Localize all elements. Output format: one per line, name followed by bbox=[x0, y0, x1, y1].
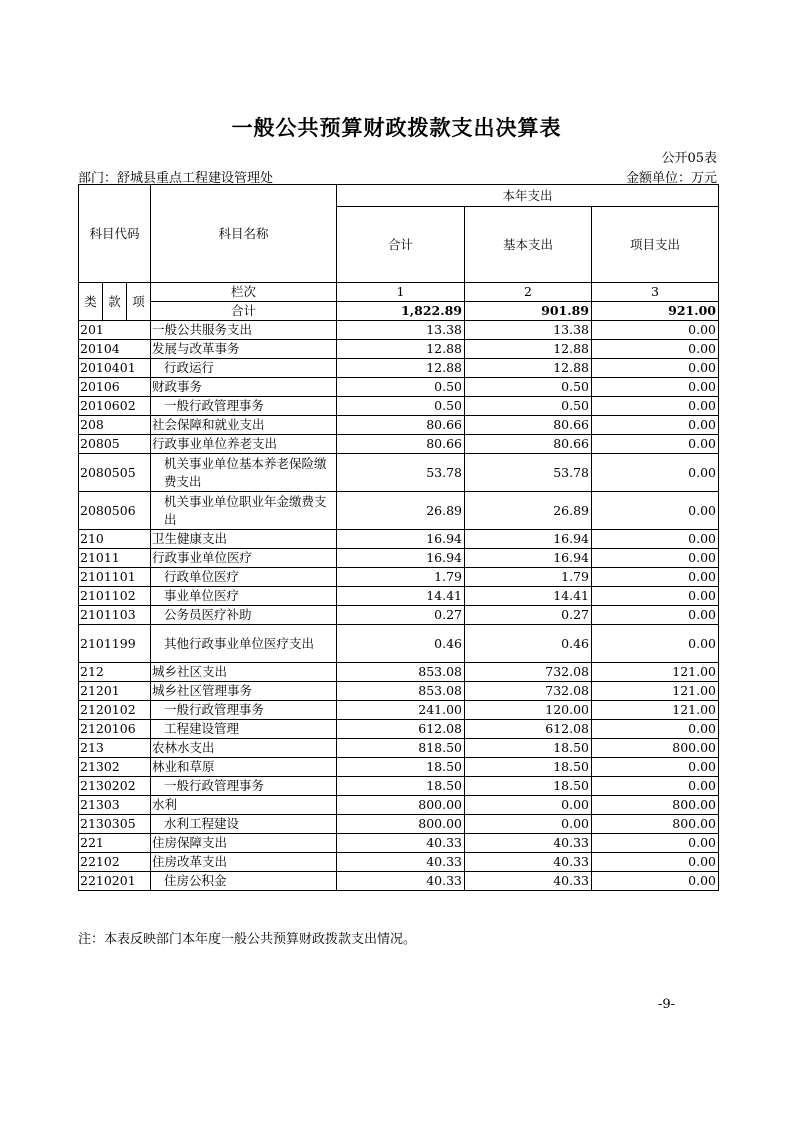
total-row-project: 921.00 bbox=[592, 302, 719, 321]
row-total: 0.46 bbox=[337, 625, 465, 663]
row-total: 800.00 bbox=[337, 796, 465, 815]
header-project: 项目支出 bbox=[592, 207, 719, 283]
row-code: 221 bbox=[79, 834, 151, 853]
row-total: 40.33 bbox=[337, 872, 465, 891]
footnote: 注：本表反映部门本年度一般公共预算财政拨款支出情况。 bbox=[78, 932, 417, 947]
row-basic: 40.33 bbox=[465, 853, 592, 872]
row-basic: 18.50 bbox=[465, 739, 592, 758]
row-project: 0.00 bbox=[592, 492, 719, 530]
row-name: 水利工程建设 bbox=[151, 815, 337, 834]
row-name: 行政单位医疗 bbox=[151, 568, 337, 587]
row-project: 800.00 bbox=[592, 739, 719, 758]
table-row bbox=[79, 701, 719, 720]
row-name: 水利 bbox=[151, 796, 337, 815]
row-total: 40.33 bbox=[337, 853, 465, 872]
row-code: 22102 bbox=[79, 853, 151, 872]
row-total: 800.00 bbox=[337, 815, 465, 834]
row-total: 53.78 bbox=[337, 454, 465, 492]
header-xiang: 项 bbox=[127, 283, 151, 321]
unit-label: 金额单位：万元 bbox=[625, 171, 717, 186]
row-total: 18.50 bbox=[337, 777, 465, 796]
total-row-label: 合计 bbox=[151, 302, 337, 321]
row-code: 2210201 bbox=[79, 872, 151, 891]
row-name: 公务员医疗补助 bbox=[151, 606, 337, 625]
header-code: 科目代码 bbox=[79, 185, 151, 283]
row-total: 818.50 bbox=[337, 739, 465, 758]
table-row bbox=[79, 340, 719, 359]
header-col1: 1 bbox=[337, 283, 465, 302]
row-basic: 40.33 bbox=[465, 872, 592, 891]
row-name: 一般行政管理事务 bbox=[151, 701, 337, 720]
table-row bbox=[79, 568, 719, 587]
row-basic: 0.27 bbox=[465, 606, 592, 625]
row-name: 机关事业单位职业年金缴费支出 bbox=[151, 492, 337, 530]
table-row bbox=[79, 549, 719, 568]
row-code: 2130305 bbox=[79, 815, 151, 834]
row-code: 208 bbox=[79, 416, 151, 435]
row-code: 2101102 bbox=[79, 587, 151, 606]
row-project: 0.00 bbox=[592, 340, 719, 359]
header-column-index: 栏次 bbox=[151, 283, 337, 302]
row-project: 800.00 bbox=[592, 815, 719, 834]
row-name: 林业和草原 bbox=[151, 758, 337, 777]
row-project: 0.00 bbox=[592, 359, 719, 378]
header-name: 科目名称 bbox=[151, 185, 337, 283]
row-basic: 80.66 bbox=[465, 416, 592, 435]
row-code: 2010602 bbox=[79, 397, 151, 416]
row-total: 14.41 bbox=[337, 587, 465, 606]
table-row bbox=[79, 663, 719, 682]
table-row bbox=[79, 777, 719, 796]
row-name: 住房改革支出 bbox=[151, 853, 337, 872]
row-code: 21302 bbox=[79, 758, 151, 777]
table-row bbox=[79, 587, 719, 606]
row-code: 20104 bbox=[79, 340, 151, 359]
row-name: 行政事业单位养老支出 bbox=[151, 435, 337, 454]
row-code: 2080505 bbox=[79, 454, 151, 492]
row-basic: 13.38 bbox=[465, 321, 592, 340]
row-name: 农林水支出 bbox=[151, 739, 337, 758]
row-total: 12.88 bbox=[337, 359, 465, 378]
row-basic: 0.00 bbox=[465, 796, 592, 815]
row-total: 12.88 bbox=[337, 340, 465, 359]
table-row bbox=[79, 435, 719, 454]
row-basic: 26.89 bbox=[465, 492, 592, 530]
table-row bbox=[79, 321, 719, 340]
row-code: 21303 bbox=[79, 796, 151, 815]
row-basic: 12.88 bbox=[465, 340, 592, 359]
row-name: 住房保障支出 bbox=[151, 834, 337, 853]
row-total: 18.50 bbox=[337, 758, 465, 777]
row-basic: 18.50 bbox=[465, 777, 592, 796]
row-name: 行政运行 bbox=[151, 359, 337, 378]
row-total: 26.89 bbox=[337, 492, 465, 530]
row-basic: 40.33 bbox=[465, 834, 592, 853]
row-project: 800.00 bbox=[592, 796, 719, 815]
header-lei: 类 bbox=[79, 283, 103, 321]
row-name: 行政事业单位医疗 bbox=[151, 549, 337, 568]
table-row bbox=[79, 815, 719, 834]
row-code: 2101101 bbox=[79, 568, 151, 587]
row-project: 0.00 bbox=[592, 568, 719, 587]
row-code: 2120102 bbox=[79, 701, 151, 720]
table-row bbox=[79, 454, 719, 492]
row-code: 21201 bbox=[79, 682, 151, 701]
row-name: 财政事务 bbox=[151, 378, 337, 397]
row-code: 20106 bbox=[79, 378, 151, 397]
row-project: 0.00 bbox=[592, 549, 719, 568]
row-basic: 732.08 bbox=[465, 682, 592, 701]
row-project: 0.00 bbox=[592, 454, 719, 492]
header-basic: 基本支出 bbox=[465, 207, 592, 283]
row-basic: 732.08 bbox=[465, 663, 592, 682]
row-name: 机关事业单位基本养老保险缴费支出 bbox=[151, 454, 337, 492]
row-project: 0.00 bbox=[592, 853, 719, 872]
row-total: 241.00 bbox=[337, 701, 465, 720]
row-code: 210 bbox=[79, 530, 151, 549]
row-name: 社会保障和就业支出 bbox=[151, 416, 337, 435]
row-project: 0.00 bbox=[592, 834, 719, 853]
row-code: 2080506 bbox=[79, 492, 151, 530]
row-code: 2101103 bbox=[79, 606, 151, 625]
row-total: 13.38 bbox=[337, 321, 465, 340]
row-name: 一般行政管理事务 bbox=[151, 777, 337, 796]
row-basic: 80.66 bbox=[465, 435, 592, 454]
row-code: 2101199 bbox=[79, 625, 151, 663]
row-code: 212 bbox=[79, 663, 151, 682]
page-number: -9- bbox=[658, 997, 676, 1012]
table-row bbox=[79, 378, 719, 397]
table-row bbox=[79, 796, 719, 815]
row-project: 121.00 bbox=[592, 663, 719, 682]
row-total: 612.08 bbox=[337, 720, 465, 739]
table-row bbox=[79, 359, 719, 378]
header-kuan: 款 bbox=[103, 283, 127, 321]
row-code: 201 bbox=[79, 321, 151, 340]
row-code: 2010401 bbox=[79, 359, 151, 378]
row-project: 0.00 bbox=[592, 872, 719, 891]
row-basic: 0.46 bbox=[465, 625, 592, 663]
row-project: 0.00 bbox=[592, 625, 719, 663]
row-basic: 0.50 bbox=[465, 397, 592, 416]
table-row bbox=[79, 606, 719, 625]
row-code: 20805 bbox=[79, 435, 151, 454]
table-row bbox=[79, 492, 719, 530]
header-total: 合计 bbox=[337, 207, 465, 283]
row-code: 2120106 bbox=[79, 720, 151, 739]
row-basic: 18.50 bbox=[465, 758, 592, 777]
row-project: 0.00 bbox=[592, 416, 719, 435]
row-code: 21011 bbox=[79, 549, 151, 568]
row-total: 0.27 bbox=[337, 606, 465, 625]
row-project: 0.00 bbox=[592, 397, 719, 416]
row-total: 16.94 bbox=[337, 530, 465, 549]
row-basic: 12.88 bbox=[465, 359, 592, 378]
row-code: 2130202 bbox=[79, 777, 151, 796]
table-row bbox=[79, 625, 719, 663]
row-basic: 120.00 bbox=[465, 701, 592, 720]
header-col3: 3 bbox=[592, 283, 719, 302]
table-row bbox=[79, 853, 719, 872]
table-row bbox=[79, 416, 719, 435]
row-name: 城乡社区支出 bbox=[151, 663, 337, 682]
row-basic: 14.41 bbox=[465, 587, 592, 606]
header-col2: 2 bbox=[465, 283, 592, 302]
row-project: 121.00 bbox=[592, 682, 719, 701]
row-basic: 1.79 bbox=[465, 568, 592, 587]
row-project: 0.00 bbox=[592, 758, 719, 777]
row-name: 其他行政事业单位医疗支出 bbox=[151, 625, 337, 663]
row-project: 0.00 bbox=[592, 530, 719, 549]
row-basic: 16.94 bbox=[465, 549, 592, 568]
row-code: 213 bbox=[79, 739, 151, 758]
row-project: 121.00 bbox=[592, 701, 719, 720]
row-total: 40.33 bbox=[337, 834, 465, 853]
table-row bbox=[79, 720, 719, 739]
row-project: 0.00 bbox=[592, 720, 719, 739]
total-row-total: 1,822.89 bbox=[337, 302, 465, 321]
table-row bbox=[79, 872, 719, 891]
total-row-basic: 901.89 bbox=[465, 302, 592, 321]
row-name: 住房公积金 bbox=[151, 872, 337, 891]
expenditure-table bbox=[78, 184, 719, 891]
table-row bbox=[79, 834, 719, 853]
row-project: 0.00 bbox=[592, 435, 719, 454]
table-row bbox=[79, 397, 719, 416]
row-project: 0.00 bbox=[592, 606, 719, 625]
row-total: 853.08 bbox=[337, 682, 465, 701]
row-project: 0.00 bbox=[592, 378, 719, 397]
row-name: 工程建设管理 bbox=[151, 720, 337, 739]
row-project: 0.00 bbox=[592, 587, 719, 606]
row-total: 0.50 bbox=[337, 397, 465, 416]
page-title: 一般公共预算财政拨款支出决算表 bbox=[231, 116, 562, 140]
row-project: 0.00 bbox=[592, 777, 719, 796]
row-basic: 0.50 bbox=[465, 378, 592, 397]
row-name: 一般行政管理事务 bbox=[151, 397, 337, 416]
row-total: 80.66 bbox=[337, 435, 465, 454]
table-row bbox=[79, 739, 719, 758]
row-total: 853.08 bbox=[337, 663, 465, 682]
row-total: 16.94 bbox=[337, 549, 465, 568]
row-basic: 612.08 bbox=[465, 720, 592, 739]
table-row bbox=[79, 758, 719, 777]
row-basic: 53.78 bbox=[465, 454, 592, 492]
row-project: 0.00 bbox=[592, 321, 719, 340]
row-name: 城乡社区管理事务 bbox=[151, 682, 337, 701]
row-name: 事业单位医疗 bbox=[151, 587, 337, 606]
table-row bbox=[79, 530, 719, 549]
row-name: 一般公共服务支出 bbox=[151, 321, 337, 340]
row-total: 0.50 bbox=[337, 378, 465, 397]
row-name: 卫生健康支出 bbox=[151, 530, 337, 549]
row-basic: 0.00 bbox=[465, 815, 592, 834]
form-number: 公开05表 bbox=[661, 151, 717, 166]
row-total: 80.66 bbox=[337, 416, 465, 435]
row-total: 1.79 bbox=[337, 568, 465, 587]
table-row bbox=[79, 682, 719, 701]
row-basic: 16.94 bbox=[465, 530, 592, 549]
department-label: 部门：舒城县重点工程建设管理处 bbox=[78, 171, 274, 186]
header-current-year: 本年支出 bbox=[337, 185, 719, 207]
row-name: 发展与改革事务 bbox=[151, 340, 337, 359]
